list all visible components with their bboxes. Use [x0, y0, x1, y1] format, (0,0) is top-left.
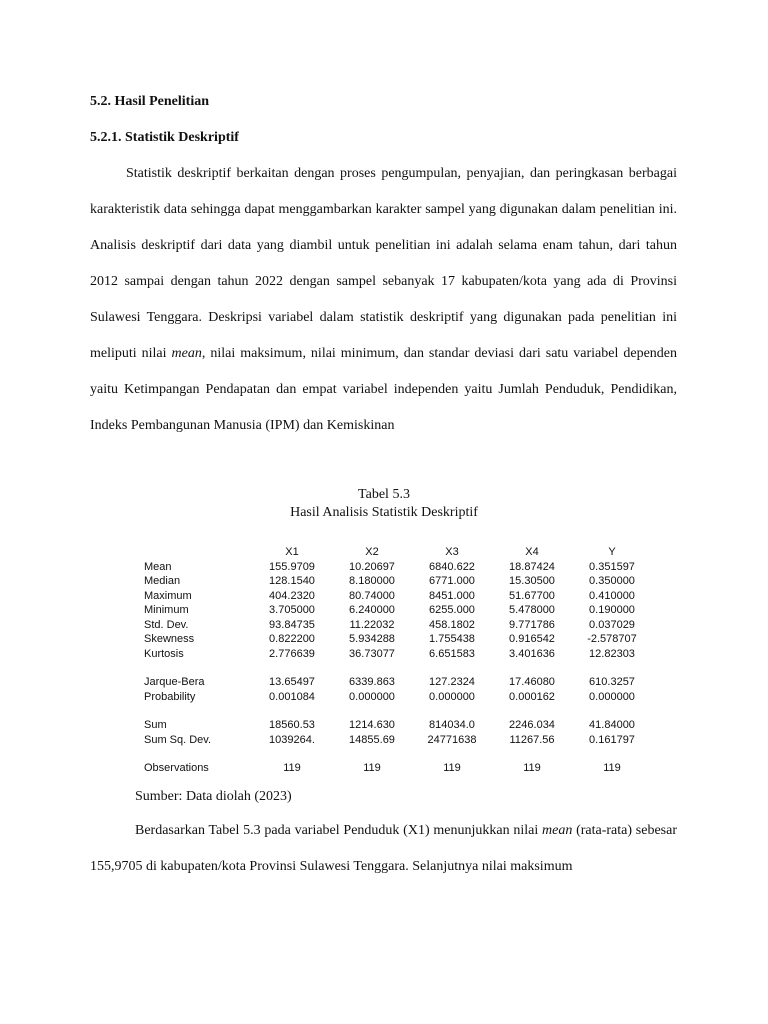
row-label: Jarque-Bera: [144, 676, 205, 688]
row-label: Std. Dev.: [144, 618, 189, 631]
table-cell: 5.478000: [509, 604, 555, 616]
table-title: Hasil Analisis Statistik Deskriptif: [290, 505, 478, 520]
row-label: Sum: [144, 719, 167, 731]
table-row: [140, 603, 652, 618]
table-row: [140, 733, 652, 748]
table-row: [140, 574, 652, 589]
table-cell: 3.401636: [509, 647, 555, 660]
paragraph-1-mean-word: mean: [171, 346, 202, 361]
table-cell: 8.180000: [349, 575, 395, 587]
table-cell: 1039264.: [269, 733, 315, 746]
table-cell: 0.410000: [589, 589, 635, 602]
table-cell: 51.67700: [509, 589, 555, 602]
table-cell: 119: [283, 762, 301, 774]
table-cell: 0.000000: [429, 690, 475, 703]
table-row: [140, 589, 652, 604]
table-row: [140, 675, 652, 690]
table-cell: 10.20697: [349, 560, 395, 573]
row-label: Probability: [144, 690, 196, 703]
row-label: Skewness: [144, 633, 195, 645]
paragraph-2-text-b: (rata-rata) sebesar 155,9705 di kabupaten/kota Provinsi Sulawesi Tenggara. Selanjutnya nilai maksimum: [90, 823, 677, 874]
table-cell: 1214.630: [349, 719, 395, 731]
table-row: [140, 618, 652, 633]
table-spacer-row: [140, 704, 652, 718]
table-cell: 17.46080: [509, 676, 555, 688]
table-cell: 18.87424: [509, 560, 555, 573]
table-cell: 11.22032: [349, 618, 395, 631]
table-cell: 80.74000: [349, 589, 395, 602]
paragraph-x1-interpretation: [90, 813, 677, 885]
table-cell: 18560.53: [269, 719, 315, 731]
table-cell: 6339.863: [349, 676, 395, 688]
table-cell: 119: [523, 762, 541, 774]
table-cell: 0.000162: [509, 690, 555, 703]
table-cell: 8451.000: [429, 589, 475, 602]
table-cell: 610.3257: [589, 676, 635, 688]
descriptive-statistics-table: [140, 545, 652, 776]
table-cell: 13.65497: [269, 676, 315, 688]
table-cell: 0.161797: [589, 733, 635, 746]
table-row: [140, 560, 652, 575]
row-label: Maximum: [144, 589, 192, 602]
table-row: [140, 690, 652, 705]
table-cell: 119: [363, 762, 381, 774]
subsection-heading: 5.2.1. Statistik Deskriptif: [90, 130, 239, 145]
table-row: [140, 647, 652, 662]
row-label: Mean: [144, 560, 172, 573]
table-spacer-row: [140, 747, 652, 761]
table-cell: 0.350000: [589, 575, 635, 587]
table-cell: 14855.69: [349, 733, 395, 746]
table-cell: 6.240000: [349, 604, 395, 616]
table-cell: 155.9709: [269, 560, 315, 573]
column-header-y: Y: [608, 546, 616, 558]
table-cell: 0.190000: [589, 604, 635, 616]
row-label: Median: [144, 575, 181, 587]
table-cell: 128.1540: [269, 575, 315, 587]
column-header-x4: X4: [525, 546, 539, 558]
table-spacer-row: [140, 661, 652, 675]
table-cell: 12.82303: [589, 647, 635, 660]
paragraph-1-text-a: Statistik deskriptif berkaitan dengan proses pengumpulan, penyajian, dan peringkasan berbagai karakteristik data sehingga dapat menggambarkan karakter sampel yang digunakan dalam penelitian ini. Analisis deskriptif dari data yang diambil untuk penelitian ini adalah selama enam tahun, dari tahun 2012 sampai dengan tahun 2022 dengan sampel sebanyak 17 kabupaten/kota yang ada di Provinsi Sulawesi Tenggara. Deskripsi variabel dalam statistik deskriptif yang digunakan pada penelitian ini meliputi nilai: [90, 166, 677, 361]
table-source: Sumber: Data diolah (2023): [135, 789, 292, 804]
table-cell: 1.755438: [429, 633, 475, 645]
table-cell: 3.705000: [269, 604, 315, 616]
paragraph-2-text-a: Berdasarkan Tabel 5.3 pada variabel Penduduk (X1) menunjukkan nilai: [135, 823, 542, 838]
column-header-x1: X1: [285, 546, 299, 558]
table-cell: -2.578707: [587, 633, 637, 645]
table-cell: 0.037029: [589, 618, 635, 631]
table-cell: 0.000000: [589, 690, 635, 703]
table-number: Tabel 5.3: [358, 487, 410, 502]
table-cell: 6.651583: [429, 647, 475, 660]
table-spacer-cell: [140, 704, 652, 718]
table-row: [140, 761, 652, 776]
table-cell: 6840.622: [429, 560, 475, 573]
table-row: [140, 632, 652, 647]
table-cell: 0.000000: [349, 690, 395, 703]
table-cell: 2246.034: [509, 719, 555, 731]
paragraph-descriptive-statistics: [90, 156, 677, 444]
column-header-x3: X3: [445, 546, 459, 558]
section-heading: 5.2. Hasil Penelitian: [90, 94, 209, 109]
table-cell: 36.73077: [349, 647, 395, 660]
table-cell: 0.822200: [269, 633, 315, 645]
row-label: Sum Sq. Dev.: [144, 733, 212, 746]
table-cell: 5.934288: [349, 633, 395, 645]
table-cell: 24771638: [427, 733, 477, 746]
row-label: Minimum: [144, 604, 189, 616]
table-header-blank: [140, 545, 252, 560]
table-cell: 119: [443, 762, 461, 774]
table-cell: 0.001084: [269, 690, 315, 703]
table-cell: 6771.000: [429, 575, 475, 587]
table-spacer-cell: [140, 747, 652, 761]
table-row: [140, 718, 652, 733]
table-cell: 119: [603, 762, 621, 774]
table-cell: 11267.56: [509, 733, 555, 746]
row-label: Kurtosis: [144, 647, 184, 660]
table-cell: 814034.0: [429, 719, 475, 731]
column-header-x2: X2: [365, 546, 379, 558]
paragraph-1-text-b: , nilai maksimum, nilai minimum, dan standar deviasi dari satu variabel dependen yaitu Ketimpangan Pendapatan dan empat variabel independen yaitu Jumlah Penduduk, Pendidikan, Indeks Pembangunan Manusia (IPM) dan Kemiskinan: [90, 346, 678, 433]
table-cell: 404.2320: [269, 589, 315, 602]
table-cell: 93.84735: [269, 618, 315, 631]
table-header-row: [140, 545, 652, 560]
table-cell: 6255.000: [429, 604, 475, 616]
row-label: Observations: [144, 762, 209, 774]
table-cell: 458.1802: [429, 618, 475, 631]
paragraph-2-mean-word: mean: [542, 823, 573, 838]
table-cell: 127.2324: [429, 676, 475, 688]
table-cell: 0.916542: [509, 633, 555, 645]
table-cell: 2.776639: [269, 647, 315, 660]
table-cell: 9.771786: [509, 618, 555, 631]
table-cell: 0.351597: [589, 560, 635, 573]
table-cell: 15.30500: [509, 575, 555, 587]
table-spacer-cell: [140, 661, 652, 675]
table-cell: 41.84000: [589, 719, 635, 731]
